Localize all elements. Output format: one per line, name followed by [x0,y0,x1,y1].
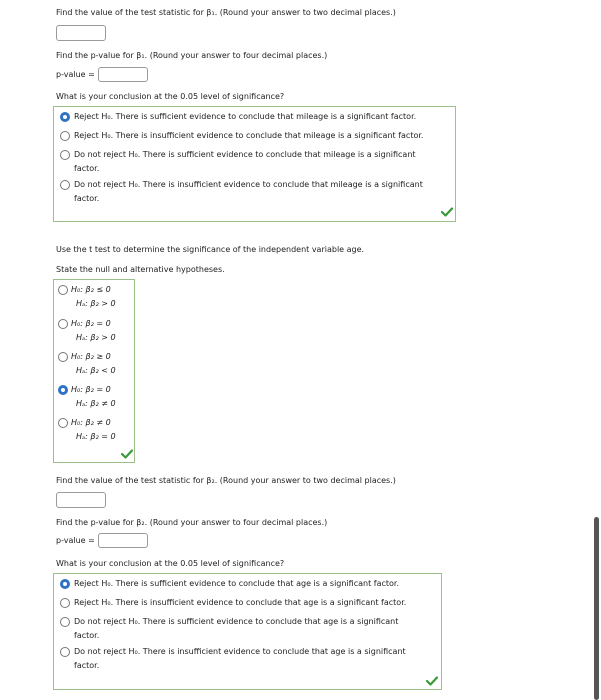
hyp-h0: H₀: β₂ = 0 [71,385,111,394]
hyp-h0: H₀: β₂ ≥ 0 [71,352,111,361]
stat-prompt-b2: Find the value of the test statistic for β₂. (Round your answer to two decimal places.) [56,476,396,485]
hypothesis-group [53,279,135,463]
hyp-radio-2[interactable] [58,352,68,362]
stat-input-b2[interactable] [56,492,106,508]
hyp-ha: Hₐ: β₂ ≠ 0 [76,399,116,408]
option-text-cont: factor. [74,631,100,640]
radio-b2-2[interactable] [60,617,70,627]
p-prompt-b1: Find the p-value for β₁. (Round your answer to four decimal places.) [56,51,328,60]
radio-b1-0[interactable] [60,112,70,122]
hyp-radio-1[interactable] [58,319,68,329]
radio-b2-1[interactable] [60,598,70,608]
option-text: Reject H₀. There is sufficient evidence to conclude that mileage is a significant factor. [74,112,417,121]
hyp-radio-3[interactable] [58,385,68,395]
hyp-radio-0[interactable] [58,285,68,295]
p-label-b2: p-value = [56,536,95,545]
option-text: Do not reject H₀. There is sufficient evidence to conclude that age is a significant [74,617,399,626]
conclusion-group-b2 [53,573,442,690]
option-text-cont: factor. [74,194,100,203]
stat-prompt-b1: Find the value of the test statistic for β₁. (Round your answer to two decimal places.) [56,8,396,17]
radio-b1-2[interactable] [60,150,70,160]
option-text: Reject H₀. There is sufficient evidence to conclude that age is a significant factor. [74,579,400,588]
hyp-ha: Hₐ: β₂ > 0 [76,299,116,308]
hyp-h0: H₀: β₂ = 0 [71,319,111,328]
p-prompt-b2: Find the p-value for β₂. (Round your answer to four decimal places.) [56,518,328,527]
conclusion-group-b1 [53,106,456,222]
radio-b1-1[interactable] [60,131,70,141]
radio-b2-3[interactable] [60,647,70,657]
option-text: Reject H₀. There is insufficient evidence to conclude that mileage is a significant factor. [74,131,424,140]
hyp-h0: H₀: β₂ ≤ 0 [71,285,111,294]
p-input-b2[interactable] [98,533,148,548]
conclusion-prompt-b2: What is your conclusion at the 0.05 level of significance? [56,559,285,568]
hyp-ha: Hₐ: β₂ > 0 [76,333,116,342]
option-text: Do not reject H₀. There is insufficient evidence to conclude that age is a significant [74,647,406,656]
conclusion-prompt-b1: What is your conclusion at the 0.05 level of significance? [56,92,285,101]
check-icon [426,676,438,686]
p-label-b1: p-value = [56,70,95,79]
hyp-radio-4[interactable] [58,418,68,428]
option-text-cont: factor. [74,661,100,670]
check-icon [121,449,133,459]
p-input-b1[interactable] [98,67,148,82]
intro-age: Use the t test to determine the significance of the independent variable age. [56,245,365,254]
hyp-prompt: State the null and alternative hypotheses. [56,265,225,274]
option-text: Reject H₀. There is insufficient evidence to conclude that age is a significant factor. [74,598,407,607]
option-text-cont: factor. [74,164,100,173]
hyp-ha: Hₐ: β₂ < 0 [76,366,116,375]
scrollbar-thumb[interactable] [594,517,599,700]
radio-b1-3[interactable] [60,180,70,190]
stat-input-b1[interactable] [56,25,106,41]
hyp-h0: H₀: β₂ ≠ 0 [71,418,111,427]
option-text: Do not reject H₀. There is insufficient evidence to conclude that mileage is a significant [74,180,423,189]
radio-b2-0[interactable] [60,579,70,589]
check-icon [441,207,453,217]
option-text: Do not reject H₀. There is sufficient evidence to conclude that mileage is a significant [74,150,416,159]
hyp-ha: Hₐ: β₂ = 0 [76,432,116,441]
